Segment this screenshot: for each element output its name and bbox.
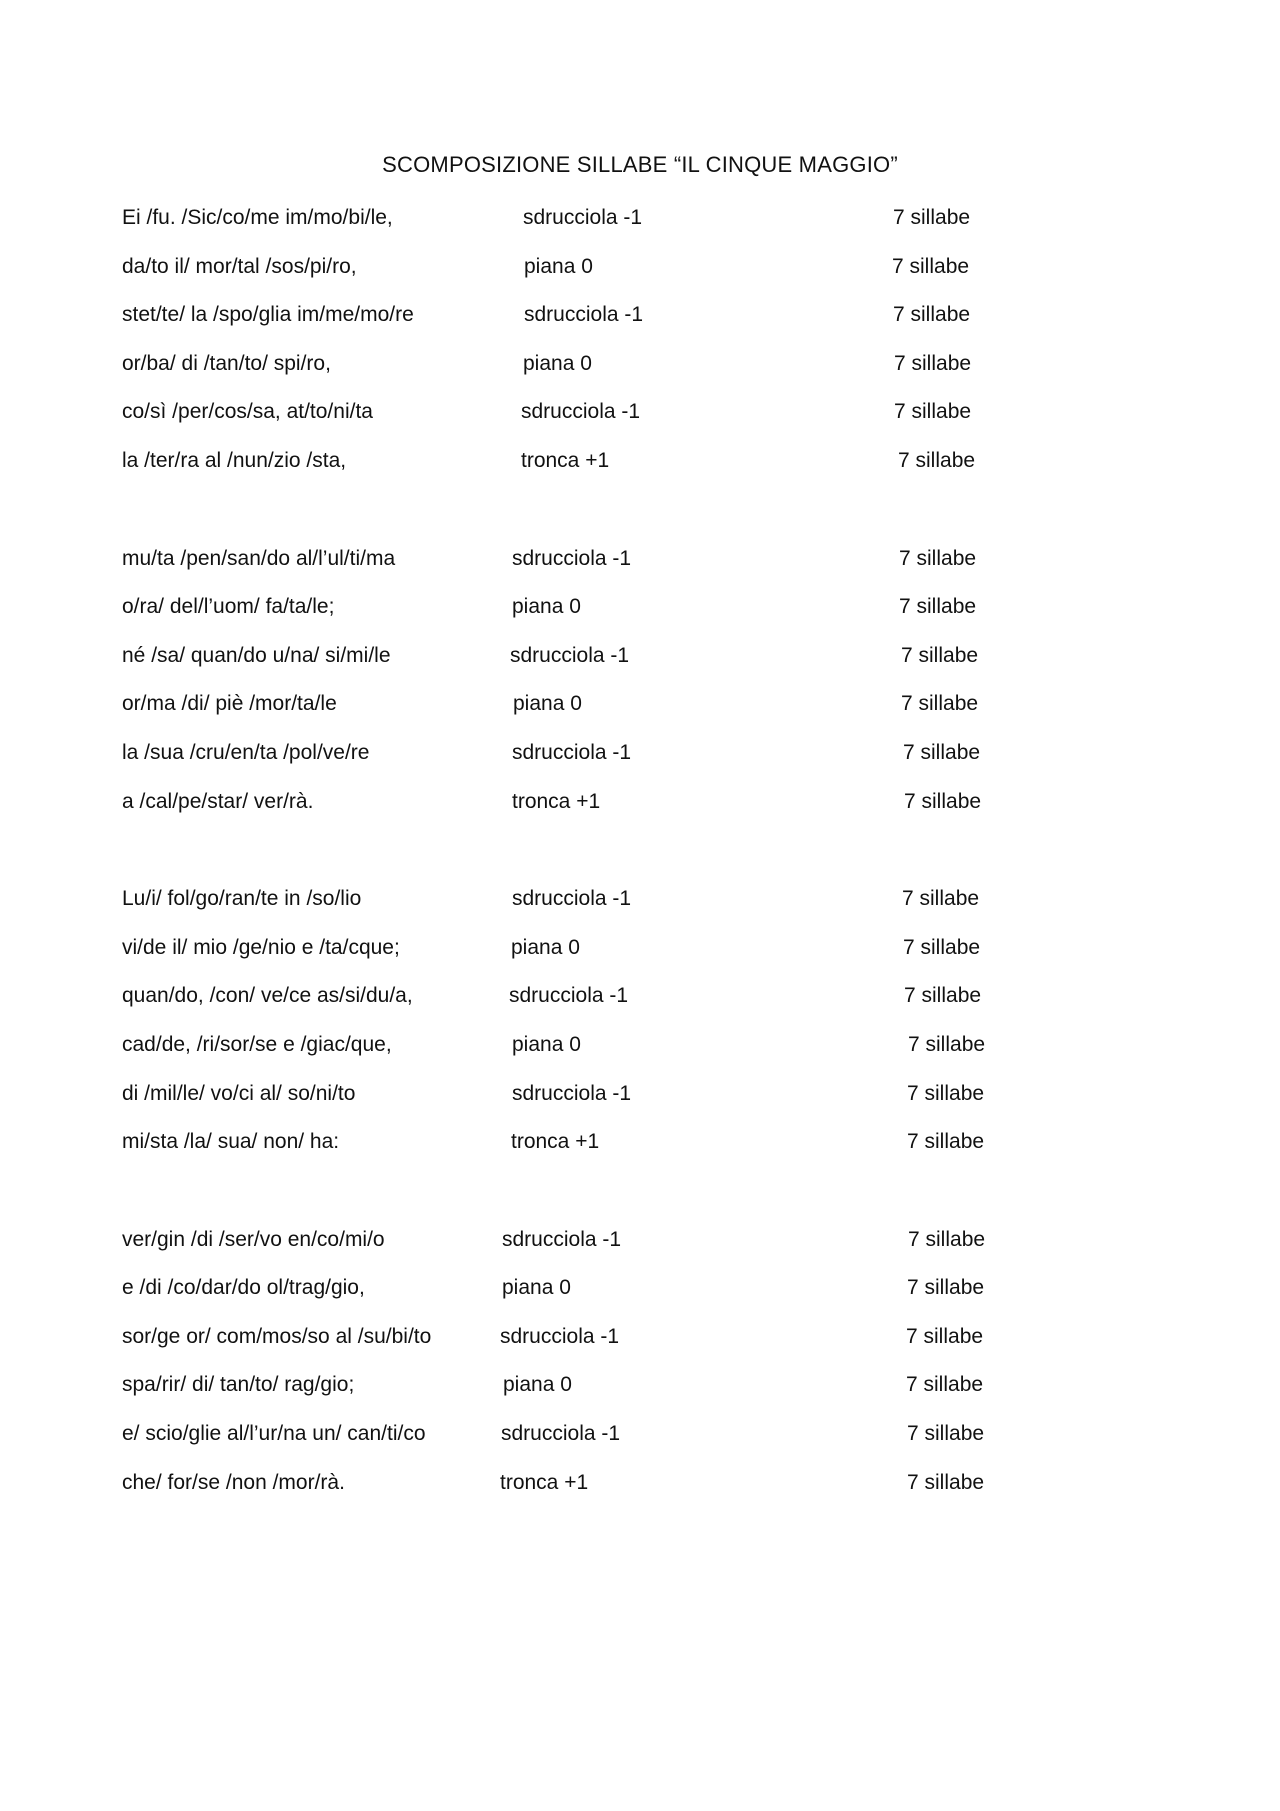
verse-row (122, 981, 1122, 1030)
verse-row (122, 689, 1122, 738)
verse-accent-type: sdrucciola -1 (524, 303, 644, 327)
verse-row (122, 787, 1122, 836)
verse-accent-type: sdrucciola -1 (523, 206, 643, 229)
verse-row (122, 1322, 1122, 1371)
verse-row (122, 1370, 1122, 1419)
verse-row (122, 1127, 1122, 1176)
syllable-count: 7 sillabe (892, 254, 970, 278)
verse-syllables: Lu/i/ fol/go/ran/te in /so/lio (122, 887, 362, 911)
verse-syllables: e /di /co/dar/do ol/trag/gio, (122, 1276, 365, 1300)
verse-row (122, 300, 1122, 349)
verse-syllables: or/ba/ di /tan/to/ spi/ro, (122, 351, 331, 375)
verse-row (122, 203, 1122, 252)
verse-accent-type: sdrucciola -1 (512, 887, 632, 911)
syllable-count: 7 sillabe (899, 546, 977, 570)
verse-accent-type: sdrucciola -1 (502, 1227, 622, 1251)
verse-accent-type: sdrucciola -1 (512, 546, 632, 570)
verse-syllables: Ei /fu. /Sic/co/me im/mo/bi/le, (122, 206, 393, 229)
syllable-count: 7 sillabe (894, 351, 972, 375)
syllable-count: 7 sillabe (907, 1081, 985, 1105)
syllable-count: 7 sillabe (893, 206, 971, 229)
verse-row (122, 1468, 1122, 1517)
syllable-count: 7 sillabe (898, 448, 976, 472)
document-title: SCOMPOSIZIONE SILLABE “IL CINQUE MAGGIO” (382, 152, 898, 177)
verse-row (122, 1079, 1122, 1128)
syllable-count: 7 sillabe (902, 887, 980, 911)
verse-syllables: a /cal/pe/star/ ver/rà. (122, 789, 314, 813)
verse-syllables: vi/de il/ mio /ge/nio e /ta/cque; (122, 935, 400, 959)
syllable-count: 7 sillabe (901, 692, 979, 716)
syllable-count: 7 sillabe (904, 789, 982, 813)
syllable-count: 7 sillabe (907, 1130, 985, 1154)
verse-accent-type: piana 0 (524, 254, 593, 278)
verse-row (122, 884, 1122, 933)
syllable-count: 7 sillabe (903, 740, 981, 764)
verse-row (122, 933, 1122, 982)
stanza-3 (122, 884, 1122, 1176)
verse-accent-type: tronca +1 (512, 789, 601, 813)
verse-syllables: mu/ta /pen/san/do al/l’ul/ti/ma (122, 546, 396, 570)
verse-syllables: ver/gin /di /ser/vo en/co/mi/o (122, 1227, 385, 1251)
verse-row (122, 1419, 1122, 1468)
verse-syllables: sor/ge or/ com/mos/so al /su/bi/to (122, 1324, 432, 1348)
verse-syllables: di /mil/le/ vo/ci al/ so/ni/to (122, 1081, 356, 1105)
syllable-count: 7 sillabe (908, 1227, 986, 1251)
verse-row (122, 592, 1122, 641)
verse-accent-type: sdrucciola -1 (512, 1081, 632, 1105)
stanza-2 (122, 544, 1122, 836)
verse-syllables: la /ter/ra al /nun/zio /sta, (122, 448, 347, 472)
verse-syllables: mi/sta /la/ sua/ non/ ha: (122, 1130, 340, 1154)
syllable-count: 7 sillabe (901, 643, 979, 667)
verse-syllables: co/sì /per/cos/sa, at/to/ni/ta (122, 400, 373, 424)
verse-accent-type: piana 0 (513, 692, 582, 716)
verse-row (122, 641, 1122, 690)
verse-row (122, 446, 1122, 495)
verse-syllables: quan/do, /con/ ve/ce as/si/du/a, (122, 984, 413, 1008)
verse-syllables: la /sua /cru/en/ta /pol/ve/re (122, 740, 370, 764)
stanza-4 (122, 1225, 1122, 1517)
syllable-count: 7 sillabe (894, 400, 972, 424)
syllable-count: 7 sillabe (906, 1373, 984, 1397)
verse-syllables: spa/rir/ di/ tan/to/ rag/gio; (122, 1373, 355, 1397)
verse-accent-type: sdrucciola -1 (509, 984, 629, 1008)
verse-row (122, 738, 1122, 787)
verse-accent-type: tronca +1 (511, 1130, 600, 1154)
syllable-count: 7 sillabe (904, 984, 982, 1008)
verse-accent-type: sdrucciola -1 (521, 400, 641, 424)
verse-accent-type: tronca +1 (500, 1470, 589, 1494)
syllable-count: 7 sillabe (908, 1032, 986, 1056)
syllable-count: 7 sillabe (907, 1422, 985, 1446)
stanza-list (122, 203, 1122, 1565)
verse-syllables: che/ for/se /non /mor/rà. (122, 1470, 345, 1494)
verse-syllables: or/ma /di/ piè /mor/ta/le (122, 692, 337, 716)
verse-syllables: stet/te/ la /spo/glia im/me/mo/re (122, 303, 414, 327)
verse-accent-type: tronca +1 (521, 448, 610, 472)
syllable-count: 7 sillabe (907, 1276, 985, 1300)
syllable-count: 7 sillabe (893, 303, 971, 327)
verse-row (122, 252, 1122, 301)
syllable-count: 7 sillabe (906, 1324, 984, 1348)
verse-accent-type: piana 0 (512, 595, 581, 619)
verse-row (122, 1030, 1122, 1079)
verse-syllables: né /sa/ quan/do u/na/ si/mi/le (122, 643, 391, 667)
verse-syllables: e/ scio/glie al/l’ur/na un/ can/ti/co (122, 1422, 426, 1446)
verse-row (122, 544, 1122, 593)
stanza-1 (122, 203, 1122, 495)
verse-row (122, 1225, 1122, 1274)
syllable-count: 7 sillabe (903, 935, 981, 959)
verse-accent-type: piana 0 (512, 1032, 581, 1056)
verse-row (122, 397, 1122, 446)
verse-accent-type: piana 0 (502, 1276, 571, 1300)
verse-accent-type: sdrucciola -1 (512, 740, 632, 764)
verse-accent-type: piana 0 (523, 351, 592, 375)
verse-syllables: o/ra/ del/l’uom/ fa/ta/le; (122, 595, 335, 619)
verse-accent-type: sdrucciola -1 (501, 1422, 621, 1446)
verse-accent-type: sdrucciola -1 (510, 643, 630, 667)
verse-accent-type: piana 0 (511, 935, 580, 959)
verse-row (122, 349, 1122, 398)
verse-syllables: da/to il/ mor/tal /sos/pi/ro, (122, 254, 357, 278)
verse-accent-type: sdrucciola -1 (500, 1324, 620, 1348)
syllable-count: 7 sillabe (899, 595, 977, 619)
verse-syllables: cad/de, /ri/sor/se e /giac/que, (122, 1032, 392, 1056)
syllable-count: 7 sillabe (907, 1470, 985, 1494)
verse-row (122, 1273, 1122, 1322)
verse-accent-type: piana 0 (503, 1373, 572, 1397)
